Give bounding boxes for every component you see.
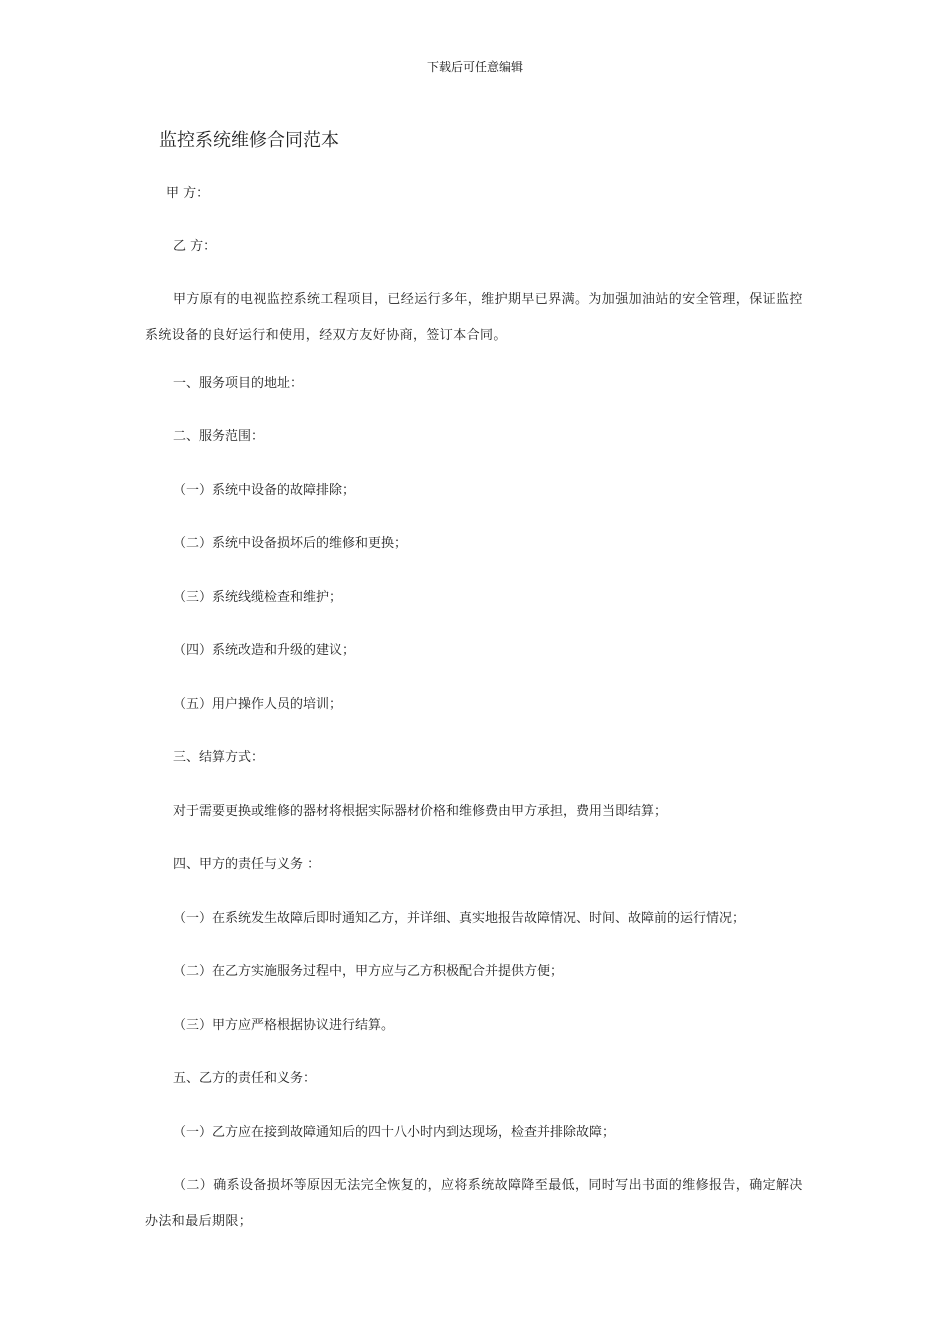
section-1-heading: 一、服务项目的地址：: [173, 376, 304, 391]
section-4-heading: 四、甲方的责任与义务 ：: [173, 857, 321, 872]
list-item: （一）系统中设备的故障排除；: [173, 483, 356, 498]
party-b-label: 乙 方：: [173, 239, 217, 254]
document-title: 监控系统维修合同范本: [159, 130, 339, 151]
list-item: （二）在乙方实施服务过程中，甲方应与乙方积极配合并提供方便；: [173, 964, 564, 979]
list-item: （一）乙方应在接到故障通知后的四十八小时内到达现场，检查并排除故障；: [173, 1125, 616, 1140]
list-item: （五）用户操作人员的培训；: [173, 697, 343, 712]
download-note: 下载后可任意编辑: [426, 60, 523, 74]
party-a-label: 甲 方：: [166, 186, 210, 201]
section-3-heading: 三、结算方式：: [173, 750, 265, 765]
section-2-heading: 二、服务范围：: [173, 429, 265, 444]
list-item: （三）系统线缆检查和维护；: [173, 590, 343, 605]
intro-paragraph: 甲方原有的电视监控系统工程项目，已经运行多年，维护期早已界满。为加强加油站的安全管理，保证监控系统设备的良好运行和使用，经双方友好协商，签订本合同。: [145, 292, 803, 343]
list-item: （一）在系统发生故障后即时通知乙方，并详细、真实地报告故障情况、时间、故障前的运行情况；: [173, 911, 746, 926]
list-item-paragraph: （二）确系设备损坏等原因无法完全恢复的，应将系统故障降至最低，同时写出书面的维修报告，确定解决办法和最后期限；: [145, 1178, 803, 1229]
section-3-text: 对于需要更换或维修的器材将根据实际器材价格和维修费由甲方承担，费用当即结算；: [173, 804, 668, 819]
list-item: （四）系统改造和升级的建议；: [173, 643, 356, 658]
list-item: （三）甲方应严格根据协议进行结算。: [173, 1018, 395, 1033]
list-item: （二）系统中设备损坏后的维修和更换；: [173, 536, 408, 551]
section-5-heading: 五、乙方的责任和义务：: [173, 1071, 317, 1086]
